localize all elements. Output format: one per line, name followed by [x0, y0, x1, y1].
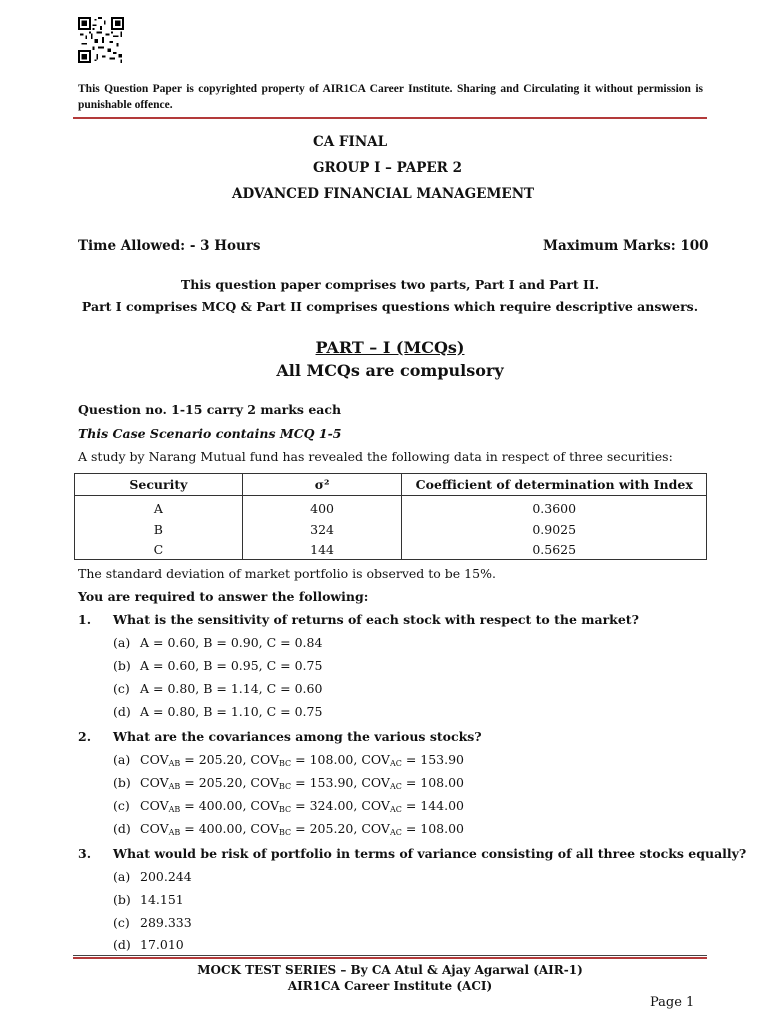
- question-number: 3.: [78, 846, 92, 861]
- separator: ,: [242, 752, 251, 767]
- separator: ,: [353, 775, 362, 790]
- option: [113, 798, 464, 814]
- separator: ,: [353, 798, 362, 813]
- cov-subscript: AC: [389, 782, 402, 791]
- separator: ,: [353, 752, 362, 767]
- separator: ,: [242, 821, 251, 836]
- cov-value: 205.20: [198, 775, 243, 790]
- cov-subscript: AC: [389, 828, 402, 837]
- table-cell: 0.5625: [402, 539, 707, 560]
- cov-label: COV: [250, 775, 280, 790]
- copyright-notice: This Question Paper is copyrighted property of AIR1CA Career Institute. Sharing and Circulating it without permission is punishable offence.: [78, 83, 703, 111]
- option: [113, 937, 184, 952]
- option: [113, 704, 322, 719]
- cov-label: COV: [140, 821, 169, 836]
- cov-subscript: BC: [279, 759, 292, 768]
- separator: ,: [242, 775, 251, 790]
- separator: ,: [242, 798, 251, 813]
- equals: =: [291, 775, 310, 790]
- option-label: (c): [113, 915, 130, 930]
- cov-value: 400.00: [198, 798, 243, 813]
- case-text: A study by Narang Mutual fund has revealed the following data in respect of three securities:: [78, 449, 673, 464]
- table-cell: 144: [242, 539, 402, 560]
- question-number: 1.: [78, 612, 92, 627]
- equals: =: [401, 821, 421, 836]
- option-label: (d): [113, 704, 131, 719]
- table-cell: A: [75, 496, 243, 520]
- option: [113, 869, 192, 884]
- table-cell: 324: [242, 519, 402, 539]
- header-rule: [73, 117, 707, 119]
- option: [113, 892, 184, 907]
- option-text: A = 0.80, B = 1.14, C = 0.60: [140, 681, 323, 696]
- table-cell: 0.9025: [402, 519, 707, 539]
- intro-line-1: This question paper comprises two parts, Part I and Part II.: [180, 277, 600, 292]
- table-header: Coefficient of determination with Index: [402, 474, 707, 496]
- equals: =: [401, 775, 421, 790]
- option: [113, 752, 464, 768]
- option-text: 200.244: [140, 869, 192, 884]
- equals: =: [180, 798, 199, 813]
- cov-label: COV: [361, 775, 390, 790]
- option: [113, 821, 464, 837]
- table-cell: C: [75, 539, 243, 560]
- question-text: What are the covariances among the various stocks?: [113, 729, 482, 744]
- cov-label: COV: [250, 821, 280, 836]
- table-row: [75, 519, 707, 539]
- cov-value: 324.00: [309, 798, 354, 813]
- table-row: [75, 539, 707, 560]
- cov-subscript: AB: [168, 828, 181, 837]
- equals: =: [291, 798, 310, 813]
- cov-value: 205.20: [198, 752, 243, 767]
- cov-value: 153.90: [309, 775, 354, 790]
- option: [113, 658, 322, 673]
- question-text: What is the sensitivity of returns of each stock with respect to the market?: [113, 612, 639, 627]
- marks-note: Question no. 1-15 carry 2 marks each: [78, 402, 342, 417]
- separator: ,: [353, 821, 362, 836]
- footer-rule-top: [73, 955, 707, 956]
- time-allowed: Time Allowed: - 3 Hours: [78, 238, 261, 254]
- part-subtitle: All MCQs are compulsory: [276, 361, 504, 380]
- cov-subscript: AC: [389, 805, 402, 814]
- required-note: You are required to answer the following:: [78, 589, 369, 604]
- cov-subscript: AB: [168, 805, 181, 814]
- option-text: 17.010: [140, 937, 184, 952]
- cov-label: COV: [361, 821, 390, 836]
- equals: =: [180, 752, 199, 767]
- paper-title: ADVANCED FINANCIAL MANAGEMENT: [232, 186, 535, 202]
- option-label: (a): [113, 635, 131, 650]
- std-dev-note: The standard deviation of market portfolio is observed to be 15%.: [78, 566, 496, 581]
- equals: =: [401, 752, 421, 767]
- cov-subscript: BC: [279, 805, 292, 814]
- footer-line-1: MOCK TEST SERIES – By CA Atul & Ajay Agarwal (AIR-1): [197, 963, 583, 977]
- cov-label: COV: [140, 752, 169, 767]
- cov-value: 108.00: [420, 821, 465, 836]
- securities-table: [74, 473, 707, 560]
- footer-line-2: AIR1CA Career Institute (ACI): [287, 979, 493, 993]
- question-number: 2.: [78, 729, 92, 744]
- table-header-row: [75, 474, 707, 496]
- paper-group: GROUP I – PAPER 2: [313, 160, 462, 176]
- option-label: (c): [113, 681, 130, 696]
- table-header: Security: [75, 474, 243, 496]
- cov-value: 400.00: [198, 821, 243, 836]
- option-text: A = 0.80, B = 1.10, C = 0.75: [140, 704, 323, 719]
- option-label: (b): [113, 775, 131, 790]
- option-text: 289.333: [140, 915, 192, 930]
- option-label: (d): [113, 821, 131, 836]
- option: [113, 775, 464, 791]
- footer-rule: [73, 957, 707, 959]
- exam-level: CA FINAL: [313, 134, 388, 150]
- cov-value: 108.00: [309, 752, 354, 767]
- option-text: A = 0.60, B = 0.95, C = 0.75: [140, 658, 323, 673]
- intro-line-2: Part I comprises MCQ & Part II comprises questions which require descriptive answers.: [81, 299, 699, 314]
- table-cell: 400: [242, 496, 402, 520]
- option-label: (b): [113, 658, 131, 673]
- option-label: (c): [113, 798, 130, 813]
- equals: =: [291, 821, 310, 836]
- option-label: (a): [113, 752, 131, 767]
- cov-label: COV: [361, 798, 390, 813]
- equals: =: [401, 798, 421, 813]
- cov-subscript: AB: [168, 759, 181, 768]
- cov-value: 153.90: [420, 752, 465, 767]
- part-title-text: PART – I (MCQs): [315, 338, 465, 357]
- option: [113, 635, 322, 650]
- part-title: [73, 338, 707, 357]
- cov-subscript: BC: [279, 828, 292, 837]
- cov-label: COV: [140, 775, 169, 790]
- case-title: This Case Scenario contains MCQ 1-5: [78, 426, 342, 441]
- table-header: σ²: [242, 474, 402, 496]
- option-text: 14.151: [140, 892, 184, 907]
- cov-label: COV: [250, 798, 280, 813]
- cov-label: COV: [250, 752, 280, 767]
- option: [113, 681, 322, 696]
- option-text: A = 0.60, B = 0.90, C = 0.84: [140, 635, 323, 650]
- cov-subscript: AC: [389, 759, 402, 768]
- option-label: (a): [113, 869, 131, 884]
- cov-subscript: BC: [279, 782, 292, 791]
- cov-label: COV: [361, 752, 390, 767]
- table-cell: B: [75, 519, 243, 539]
- equals: =: [180, 775, 199, 790]
- equals: =: [180, 821, 199, 836]
- table-row: [75, 496, 707, 520]
- cov-label: COV: [140, 798, 169, 813]
- option-label: (b): [113, 892, 131, 907]
- cov-value: 205.20: [309, 821, 354, 836]
- equals: =: [291, 752, 310, 767]
- table-cell: 0.3600: [402, 496, 707, 520]
- cov-value: 144.00: [420, 798, 465, 813]
- question-text: What would be risk of portfolio in terms of variance consisting of all three stocks equally?: [113, 846, 747, 861]
- cov-subscript: AB: [168, 782, 181, 791]
- maximum-marks: Maximum Marks: 100: [543, 238, 709, 254]
- cov-value: 108.00: [420, 775, 465, 790]
- page-number: Page 1: [650, 995, 695, 1010]
- option: [113, 915, 192, 930]
- option-label: (d): [113, 937, 131, 952]
- qr-code: [78, 17, 124, 63]
